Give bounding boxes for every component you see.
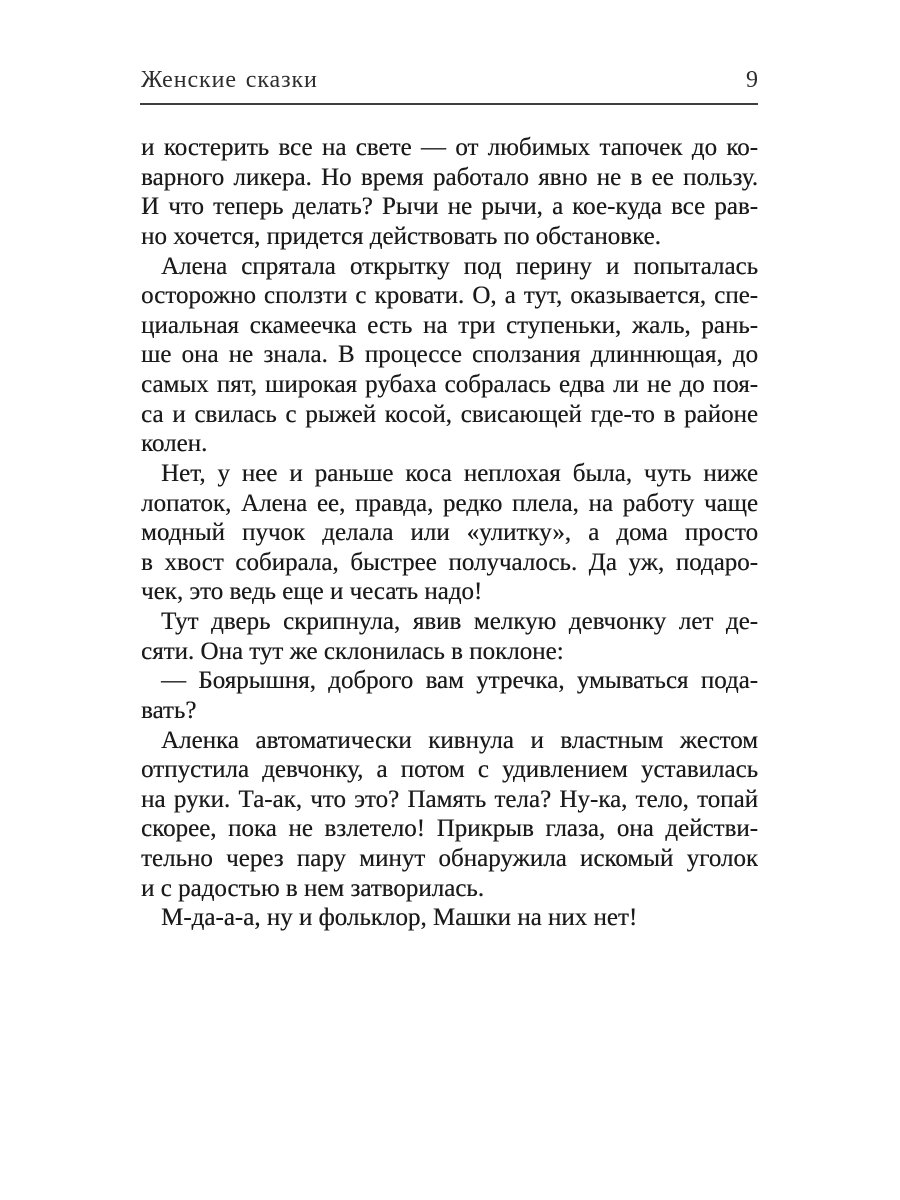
text-line: И что теперь делать? Рычи не рычи, а кое-куда все рав-	[141, 193, 758, 221]
text-line: колен.	[141, 430, 208, 458]
paragraph	[141, 903, 758, 933]
paragraph	[141, 459, 758, 607]
text-line: Аленка автоматически кивнула и властным жестом	[161, 726, 758, 754]
text-line: — Боярышня, доброго вам утречка, умываться пода-	[161, 667, 758, 695]
paragraph	[141, 666, 758, 725]
text-line: са и свилась с рыжей косой, свисающей где-то в районе	[141, 400, 758, 428]
paragraph	[141, 607, 758, 666]
text-line: скорее, пока не взлетело! Прикрыв глаза, она действи-	[141, 815, 758, 843]
text-line: лопаток, Алена ее, правда, редко плела, на работу чаще	[141, 489, 758, 517]
text-line: и костерить все на свете — от любимых тапочек до ко-	[141, 134, 758, 161]
text-line: Алена спрятала открытку под перину и попыталась	[161, 252, 758, 280]
text-line: чек, это ведь еще и чесать надо!	[141, 578, 483, 606]
header-rule	[140, 103, 758, 105]
paragraph	[141, 133, 758, 252]
text-line: самых пят, широкая рубаха собралась едва ли не до поя-	[141, 371, 758, 398]
text-line: ше она не знала. В процессе сползания длиннющая, до	[141, 341, 758, 369]
text-line: в хвост собирала, быстрее получалось. Да уж, подаро-	[141, 548, 758, 576]
text-line: М-да-а-а, ну и фольклор, Машки на них нет!	[161, 904, 638, 932]
text-line: отпустила девчонку, а потом с удивлением уставилась	[141, 756, 758, 784]
text-line: и с радостью в нем затворилась.	[141, 874, 484, 902]
text-line: модный пучок делала или «улитку», а дома просто	[141, 519, 758, 547]
paragraph	[141, 252, 758, 459]
text-line: варного ликера. Но время работало явно не в ее пользу.	[141, 163, 758, 191]
text-line: Нет, у нее и раньше коса неплохая была, чуть ниже	[161, 459, 758, 487]
text-column	[141, 133, 758, 933]
text-line: осторожно сползти с кровати. О, а тут, оказывается, спе-	[141, 282, 758, 310]
text-line: сяти. Она тут же склонилась в поклоне:	[141, 637, 564, 665]
text-line: но хочется, придется действовать по обстановке.	[141, 222, 661, 250]
text-line: вать?	[141, 696, 197, 724]
running-header	[141, 67, 758, 94]
text-line: тельно через пару минут обнаружила искомый уголок	[141, 845, 758, 872]
running-header-title: Женские сказки	[141, 67, 318, 93]
paragraph	[141, 726, 758, 904]
text-line: циальная скамеечка есть на три ступеньки, жаль, рань-	[141, 311, 758, 339]
page-number: 9	[746, 67, 758, 93]
text-line: Тут дверь скрипнула, явив мелкую девчонку лет де-	[161, 608, 758, 635]
text-line: на руки. Та-ак, что это? Память тела? Ну-ка, тело, топай	[141, 785, 758, 813]
